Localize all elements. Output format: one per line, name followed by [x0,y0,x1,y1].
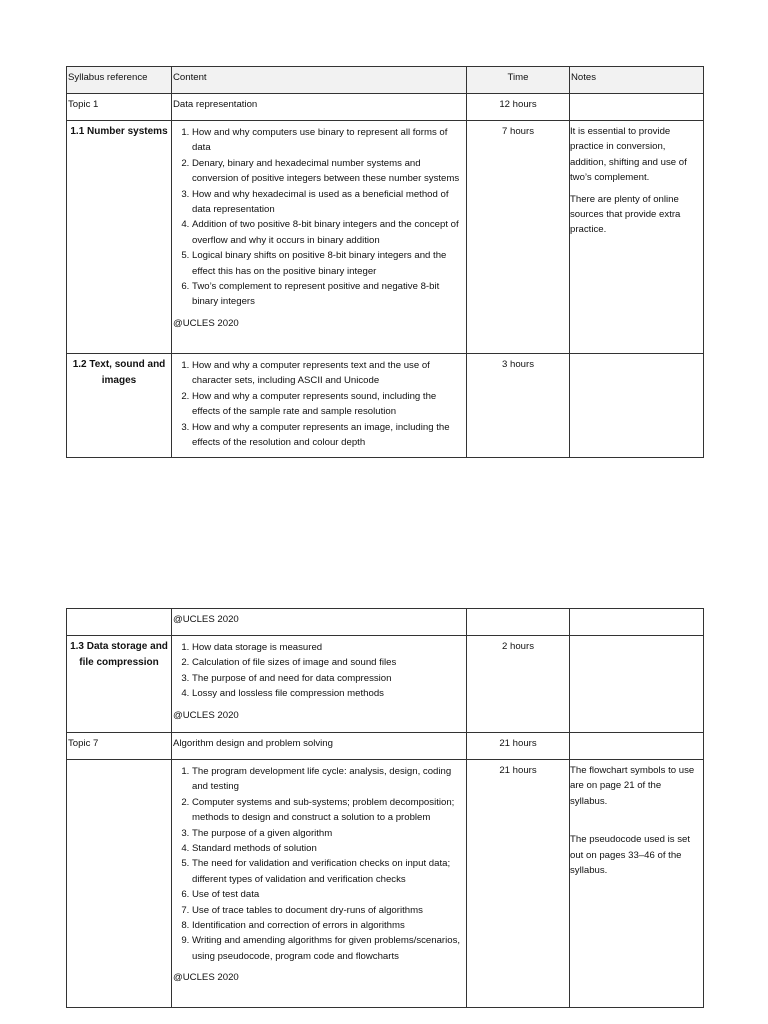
header-time: Time [467,67,570,94]
section-1-1-content [172,121,467,354]
list-item: 1. How and why a computer represents text and the use of character sets, including ASCII and Unicode [192,358,464,389]
list-item: 1. How and why computers use binary to represent all forms of data [192,125,464,156]
section-1-2-list [172,354,466,450]
section-7-notes [570,760,704,1008]
header-row [67,67,704,94]
section-1-2-content [172,354,467,458]
syllabus-table-1 [66,66,704,458]
section-1-1-list [172,121,466,310]
list-item: 7. Use of trace tables to document dry-runs of algorithms [192,903,464,918]
list-item: 3. The purpose of a given algorithm [192,826,464,841]
header-syllabus-reference: Syllabus reference [67,67,172,94]
list-item: 2. Calculation of file sizes of image and sound files [192,655,464,670]
topic-7-content: Algorithm design and problem solving [172,733,467,760]
section-1-1-row [67,121,704,354]
section-7-time: 21 hours [467,760,570,1008]
header-content: Content [172,67,467,94]
list-item: 4. Lossy and lossless file compression methods [192,686,464,701]
list-item: 8. Identification and correction of errors in algorithms [192,918,464,933]
list-item: 5. The need for validation and verification checks on input data; different types of validation and verification checks [192,856,464,887]
list-item: 2. How and why a computer represents sound, including the effects of the sample rate and sample resolution [192,389,464,420]
topic-7-time: 21 hours [467,733,570,760]
continuation-row [67,609,704,636]
list-item: 1. The program development life cycle: analysis, design, coding and testing [192,764,464,795]
section-1-3-content [172,636,467,733]
list-item: 4. Standard methods of solution [192,841,464,856]
topic-7-ref: Topic 7 [67,733,172,760]
continuation-copyright: @UCLES 2020 [172,609,467,636]
syllabus-table-2 [66,608,704,1008]
section-1-1-notes [570,121,704,354]
section-7-list [172,760,466,964]
copyright-text: @UCLES 2020 [173,972,239,984]
list-item: 4. Addition of two positive 8-bit binary integers and the concept of overflow and why it occurs in binary addition [192,217,464,248]
copyright-text: @UCLES 2020 [173,317,239,329]
section-1-2-ref: 1.2 Text, sound and images [67,354,172,458]
topic-7-row [67,733,704,760]
section-1-3-list [172,636,466,702]
section-7-row [67,760,704,1008]
notes-paragraph: There are plenty of online sources that provide extra practice. [570,193,681,236]
topic-1-time: 12 hours [467,94,570,121]
section-1-2-row [67,354,704,458]
list-item: 1. How data storage is measured [192,640,464,655]
topic-1-ref: Topic 1 [67,94,172,121]
section-1-2-notes [570,354,704,458]
list-item: 2. Denary, binary and hexadecimal number systems and conversion of positive integers between these number systems [192,156,464,187]
section-1-2-time: 3 hours [467,354,570,458]
section-7-ref [67,760,172,1008]
topic-1-content: Data representation [172,94,467,121]
section-7-content [172,760,467,1008]
notes-paragraph: It is essential to provide practice in conversion, addition, shifting and use of two’s complement. [570,126,687,184]
section-1-3-row [67,636,704,733]
header-notes: Notes [570,67,704,94]
section-1-1-ref: 1.1 Number systems [67,121,172,354]
list-item: 3. How and why a computer represents an image, including the effects of the resolution and colour depth [192,420,464,451]
section-1-3-time: 2 hours [467,636,570,733]
notes-paragraph: The pseudocode used is set out on pages 33–46 of the syllabus. [570,834,691,877]
notes-paragraph: The flowchart symbols to use are on page 21 of the syllabus. [570,765,695,807]
topic-1-notes [570,94,704,121]
section-1-1-time: 7 hours [467,121,570,354]
list-item: 9. Writing and amending algorithms for given problems/scenarios, using pseudocode, program code and flowcharts [192,933,464,964]
section-1-3-ref: 1.3 Data storage and file compression [67,636,172,733]
list-item: 6. Two’s complement to represent positive and negative 8-bit binary integers [192,279,464,310]
section-1-3-notes [570,636,704,733]
list-item: 5. Logical binary shifts on positive 8-bit binary integers and the effect this has on the positive binary integer [192,248,464,279]
topic-7-notes [570,733,704,760]
copyright-text: @UCLES 2020 [173,709,239,721]
topic-1-row [67,94,704,121]
list-item: 3. How and why hexadecimal is used as a beneficial method of data representation [192,187,464,218]
list-item: 6. Use of test data [192,887,464,902]
list-item: 3. The purpose of and need for data compression [192,671,464,686]
list-item: 2. Computer systems and sub-systems; problem decomposition; methods to design and construct a solution to a problem [192,795,464,826]
